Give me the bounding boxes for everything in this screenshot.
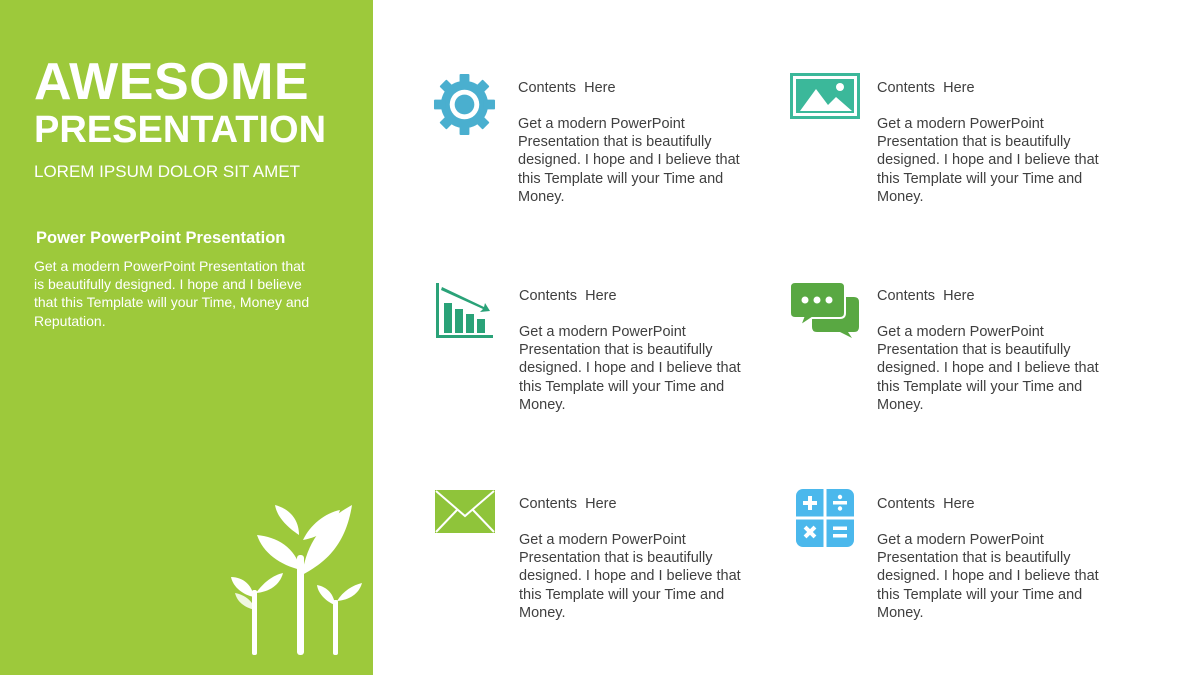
plant-sprouts-icon — [225, 495, 365, 660]
item-3-title: Contents Here — [519, 288, 617, 304]
panel-title: Power PowerPoint Presentation — [36, 229, 286, 247]
item-5-body: Get a modern PowerPoint Presentation that is beautifully designed. I hope and I believe that this Template will your Time and Money. — [519, 532, 741, 621]
panel-body: Get a modern PowerPoint Presentation that is beautifully designed. I hope and I believe that this Template will your Time, Money and Reputation. — [34, 258, 310, 329]
item-1-body: Get a modern PowerPoint Presentation that is beautifully designed. I hope and I believe that this Template will your Time and Money. — [518, 116, 740, 205]
item-6-title: Contents Here — [877, 496, 975, 512]
title-line-2: PRESENTATION — [34, 109, 327, 151]
item-6-body: Get a modern PowerPoint Presentation that is beautifully designed. I hope and I believe that this Template will your Time and Money. — [877, 532, 1099, 621]
sidebar — [0, 0, 373, 675]
item-3-body: Get a modern PowerPoint Presentation that is beautifully designed. I hope and I believe that this Template will your Time and Money. — [519, 324, 741, 413]
chat-bubbles-icon — [790, 281, 860, 339]
title-line-1: AWESOME — [34, 53, 310, 111]
calculator-icon — [796, 489, 854, 547]
item-4-title: Contents Here — [877, 288, 975, 304]
item-2-body: Get a modern PowerPoint Presentation that is beautifully designed. I hope and I believe that this Template will your Time and Money. — [877, 116, 1099, 205]
subtitle: LOREM IPSUM DOLOR SIT AMET — [34, 162, 301, 181]
image-icon — [790, 73, 860, 119]
item-1-title: Contents Here — [518, 80, 616, 96]
gear-icon — [433, 73, 496, 136]
item-2-title: Contents Here — [877, 80, 975, 96]
item-5-title: Contents Here — [519, 496, 617, 512]
envelope-icon — [435, 490, 495, 533]
item-4-body: Get a modern PowerPoint Presentation that is beautifully designed. I hope and I believe that this Template will your Time and Money. — [877, 324, 1099, 413]
bar-chart-decline-icon — [434, 281, 494, 339]
